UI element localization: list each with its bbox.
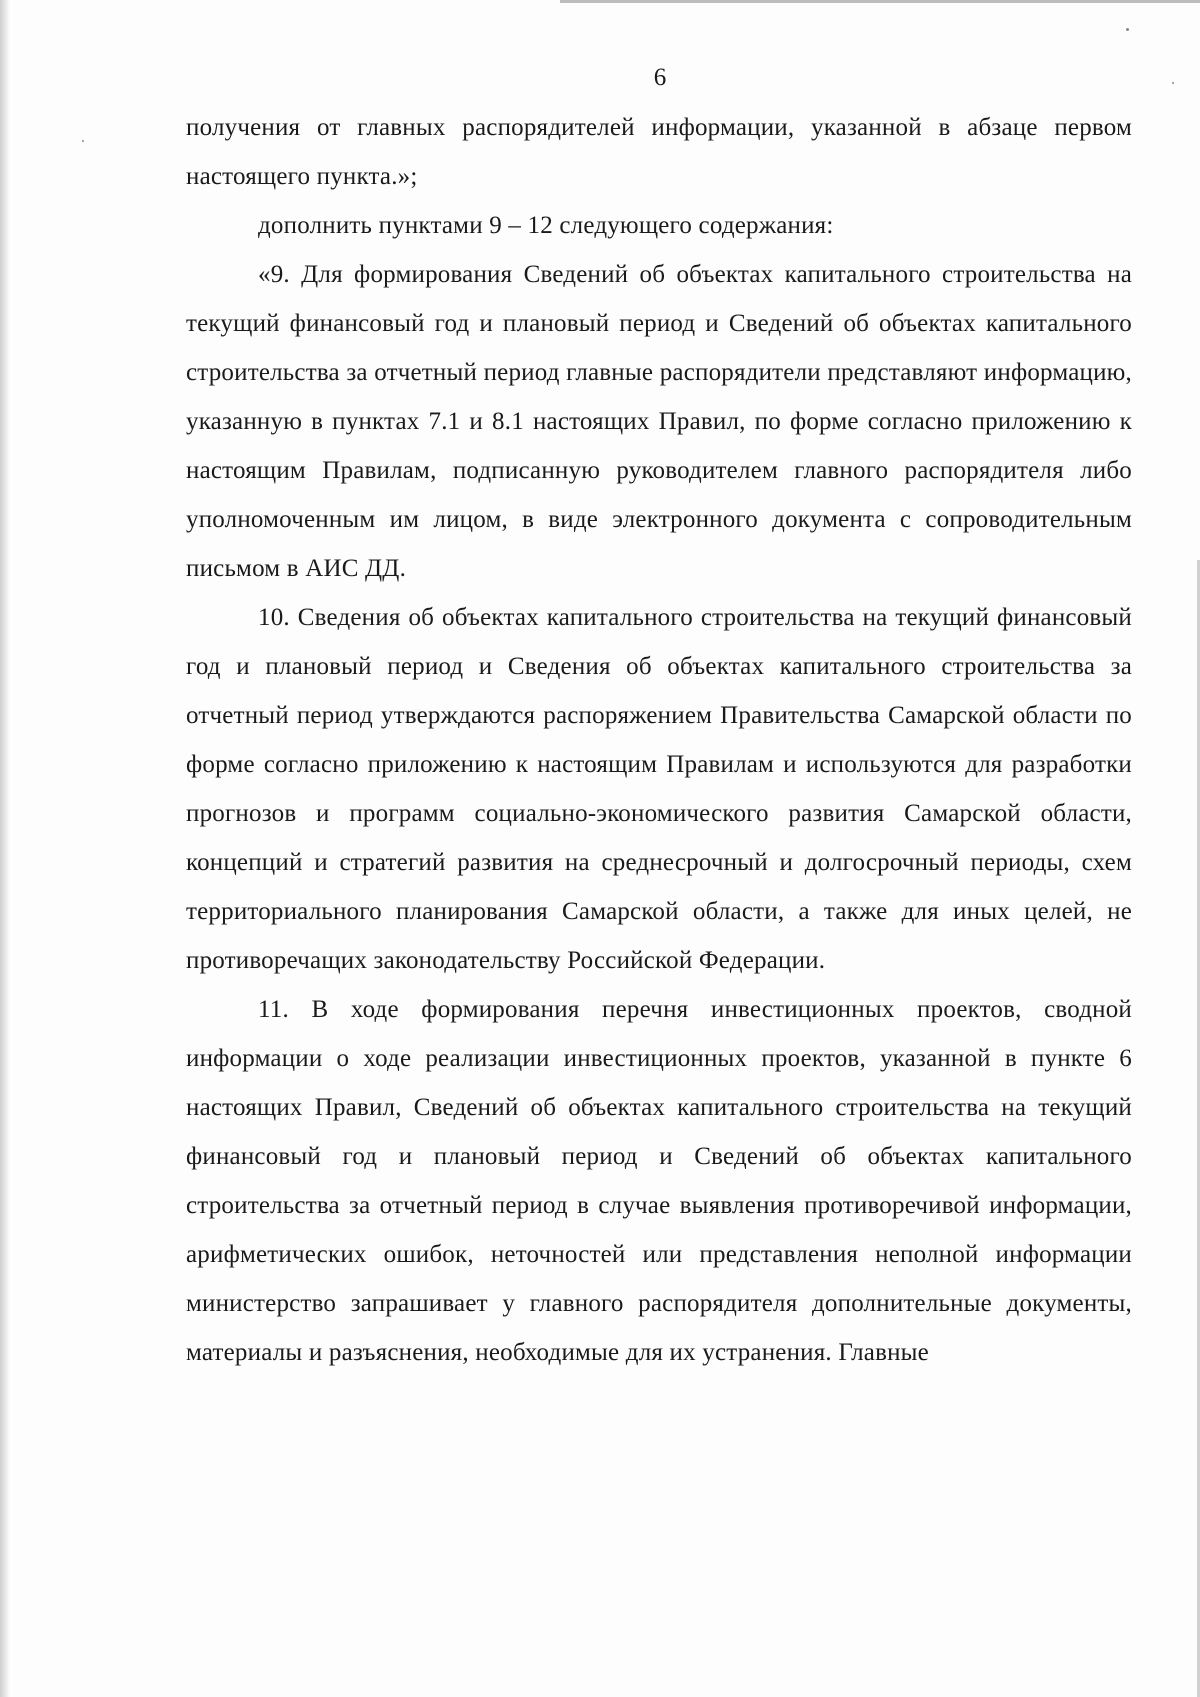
paragraph-continuation: получения от главных распорядителей информации, указанной в абзаце первом настоящего пункта.»; — [186, 114, 1132, 190]
scan-speck — [1126, 28, 1129, 31]
scan-left-edge — [0, 0, 10, 1697]
scan-speck — [82, 140, 84, 142]
scan-top-edge — [560, 0, 1200, 3]
paragraph-item-9: «9. Для формирования Сведений об объектах капитального строительства на текущий финансовый год и плановый период и Сведений об объектах капитального строительства за отчетный период главные распорядители представляют информацию, указанную в пунктах 7.1 и 8.1 настоящих Правил, по форме согласно приложению к настоящим Правилам, подписанную руководителем главного распорядителя либо уполномоченным им лицом, в виде электронного документа с сопроводительным письмом в АИС ДД. — [186, 261, 1132, 582]
document-body — [186, 103, 1132, 1377]
paragraph-item-11: 11. В ходе формирования перечня инвестиционных проектов, сводной информации о ходе реализации инвестиционных проектов, указанной в пункте 6 настоящих Правил, Сведений об объектах капитального строительства на текущий финансовый год и плановый период и Сведений об объектах капитального строительства за отчетный период в случае выявления противоречивой информации, арифметических ошибок, неточностей или представления неполной информации министерство запрашивает у главного распорядителя дополнительные документы, материалы и разъяснения, необходимые для их устранения. Главные — [186, 996, 1132, 1366]
paragraph-amendment-intro: дополнить пунктами 9 – 12 следующего содержания: — [258, 212, 834, 239]
paragraph-item-10: 10. Сведения об объектах капитального строительства на текущий финансовый год и плановый период и Сведения об объектах капитального строительства за отчетный период утверждаются распоряжением Правительства Самарской области по форме согласно приложению к настоящим Правилам и используются для разработки прогнозов и программ социально-экономического развития Самарской области, концепций и стратегий развития на среднесрочный и долгосрочный периоды, схем территориального планирования Самарской области, а также для иных целей, не противоречащих законодательству Российской Федерации. — [186, 604, 1132, 974]
page-number: 6 — [653, 64, 667, 91]
